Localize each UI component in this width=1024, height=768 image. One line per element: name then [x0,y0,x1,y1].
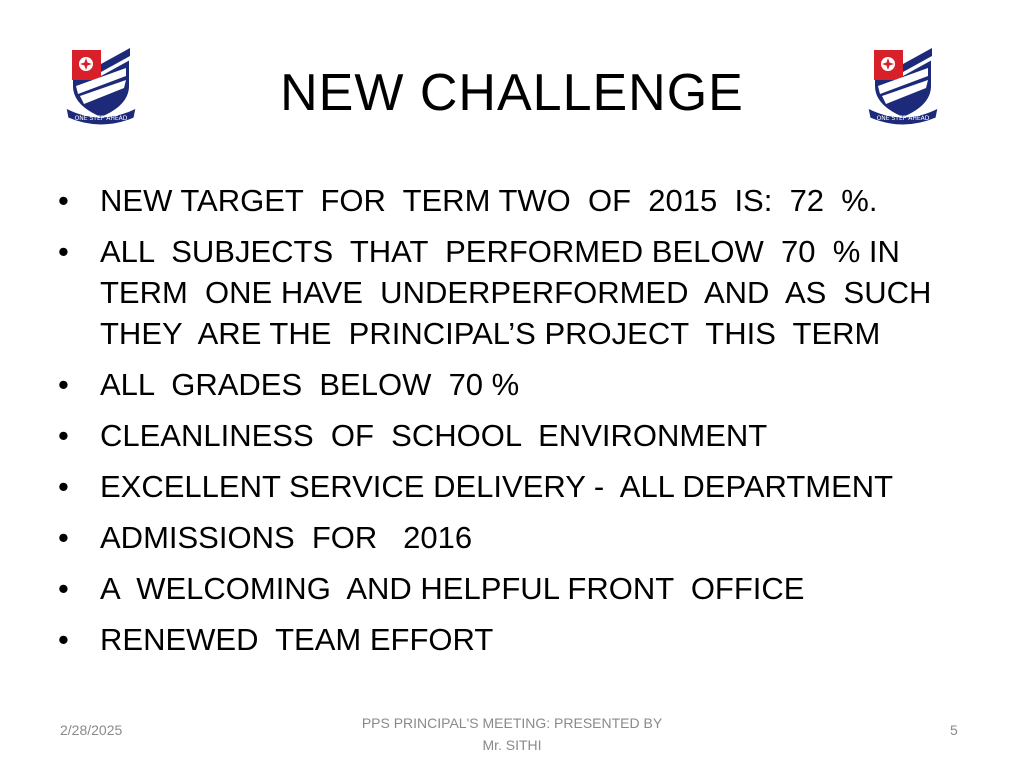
footer-line-1: PPS PRINCIPAL'S MEETING: PRESENTED BY [361,715,663,731]
bullet-item: • EXCELLENT SERVICE DELIVERY - ALL DEPARTMENT [56,466,976,507]
page-number: 5 [950,722,958,738]
slide-title: NEW CHALLENGE [280,64,744,122]
bullet-list [56,180,976,670]
bullet-item: • A WELCOMING AND HELPFUL FRONT OFFICE [56,568,976,609]
bullet-item: • RENEWED TEAM EFFORT [56,619,976,660]
bullet-item: • ALL GRADES BELOW 70 % [56,364,976,405]
footer-presenter [312,712,712,756]
footer-date: 2/28/2025 [60,722,123,738]
bullet-item: • ALL SUBJECTS THAT PERFORMED BELOW 70 % IN TERM ONE HAVE UNDERPERFORMED AND AS SUCH THEY ARE THE PRINCIPAL’S PROJECT THIS TERM [56,231,976,354]
footer-line-2: Mr. SITHI [482,737,542,753]
bullet-item: • NEW TARGET FOR TERM TWO OF 2015 IS: 72 %. [56,180,976,221]
crest-motto-right: ONE STEP AHEAD [876,115,930,122]
bullet-item: • ADMISSIONS FOR 2016 [56,517,976,558]
bullet-item: • CLEANLINESS OF SCHOOL ENVIRONMENT [56,415,976,456]
crest-motto-left: ONE STEP AHEAD [74,115,128,122]
